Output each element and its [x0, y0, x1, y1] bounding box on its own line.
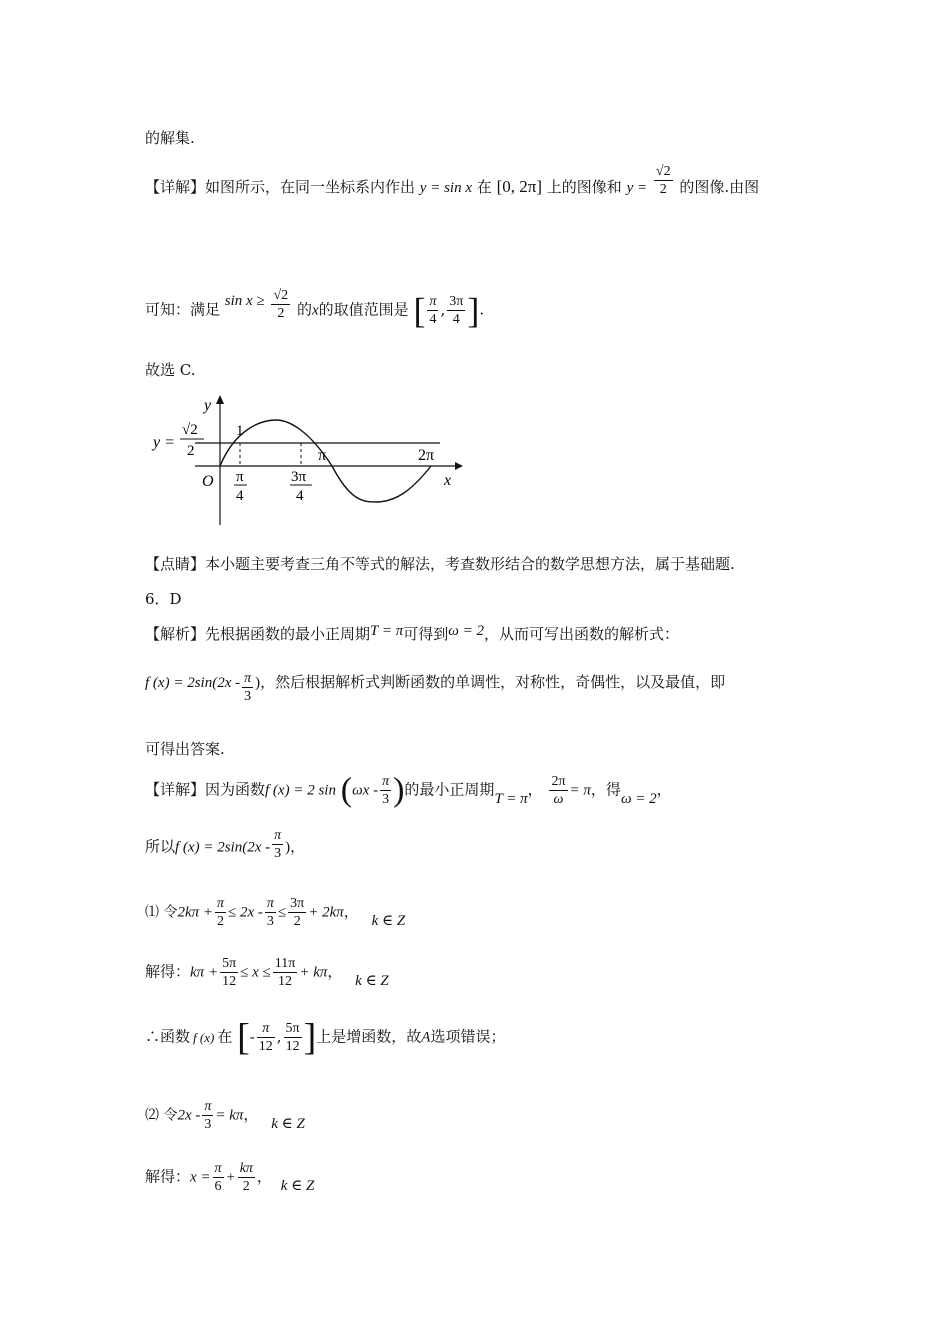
text-line: ∴函数 f (x) 在 [- $\frac{\pi}{12}$ , $\frac{5\pi}{12}$ ]上是增函数，故A选项错误；	[145, 1016, 506, 1059]
two-pi-label: 2π	[418, 447, 435, 464]
fraction	[238, 1160, 255, 1195]
formula: + 2kπ	[308, 904, 344, 921]
text-line	[145, 623, 679, 646]
pi-over-4-den: 4	[236, 488, 244, 504]
text: 上是增函数，故	[316, 1027, 422, 1046]
fraction	[654, 163, 673, 198]
text: 的	[296, 300, 312, 319]
bracket-close: ]	[303, 1016, 317, 1059]
denominator: 3	[244, 689, 252, 704]
formula: x =	[190, 1169, 211, 1186]
formula: y = sin x	[419, 180, 472, 196]
text-line: 可知：满足 sin x ≥ $\frac{√2}{2}$ 的x的取值范围是 [ $\frac{\pi}{4}$ , $\frac{3\pi}{4}$ ].	[145, 288, 485, 331]
fraction	[273, 955, 298, 990]
text: 的解集.	[145, 129, 195, 147]
formula: = π	[569, 782, 591, 799]
text: 6．D	[145, 590, 182, 608]
denominator: ω	[553, 792, 564, 807]
interval: [0, 2π]	[496, 177, 543, 196]
text-line	[145, 1160, 314, 1195]
text: 解得：	[145, 1167, 191, 1186]
text-line	[145, 671, 726, 705]
text-line	[145, 828, 306, 862]
numerator: π	[214, 1161, 222, 1176]
text: ，从而可写出函数的解析式：	[483, 625, 679, 643]
text-line	[145, 1098, 305, 1133]
denominator: 3	[266, 914, 274, 929]
formula: 2x -	[177, 1107, 201, 1124]
text: 故选 C.	[145, 361, 196, 379]
denominator: 2	[277, 306, 285, 321]
fraction	[257, 1020, 275, 1055]
numerator: 3π	[290, 896, 305, 911]
numerator: π	[217, 896, 225, 911]
formula: y =	[626, 180, 648, 196]
formula: + kπ	[299, 964, 328, 981]
formula: ω = 2	[620, 790, 657, 807]
formula: kπ +	[190, 964, 219, 981]
denominator: 4	[452, 312, 460, 327]
formula: 0, 2π	[502, 177, 537, 196]
numerator: √2	[655, 163, 671, 179]
y-axis-label: y	[204, 397, 212, 414]
text-line	[145, 553, 735, 575]
text: ，	[656, 780, 672, 799]
text-line	[145, 955, 389, 990]
denominator: 2	[242, 1179, 250, 1194]
denominator: 4	[429, 312, 437, 327]
denominator: 12	[222, 974, 237, 989]
numerator: 3π	[449, 294, 464, 309]
numerator: π	[244, 671, 252, 686]
text: 所以	[145, 837, 176, 856]
text: ，	[343, 902, 359, 921]
text: ∴函数	[145, 1027, 191, 1046]
formula: x	[311, 302, 319, 319]
formula: f (x) = 2 sin	[265, 782, 336, 799]
text-line	[145, 359, 195, 381]
text-line	[145, 738, 225, 760]
text: 在	[476, 178, 492, 196]
formula: ≤	[277, 904, 287, 921]
denominator: 2	[293, 914, 301, 929]
formula: )	[255, 674, 261, 691]
x-axis-arrow	[455, 462, 463, 470]
text: 【详解】因为函数	[145, 780, 266, 799]
text: 可得到	[403, 625, 449, 643]
text: 选项错误；	[430, 1027, 506, 1046]
text: 的图像.由图	[679, 178, 760, 196]
text: 解得：	[145, 962, 191, 981]
fraction	[265, 895, 276, 930]
formula: ωx -	[352, 782, 379, 799]
fraction	[447, 293, 465, 328]
denominator: 3	[274, 846, 282, 861]
formula: k ∈ Z	[371, 912, 406, 929]
origin-label: O	[202, 473, 214, 490]
sine-graph	[150, 390, 470, 530]
text: ，	[327, 962, 343, 981]
text: 的取值范围是	[318, 300, 409, 319]
text: ，得	[590, 780, 621, 799]
text: 【解析】先根据函数的最小正周期	[145, 625, 371, 643]
fraction	[202, 1098, 213, 1133]
numerator: π	[274, 828, 282, 843]
formula: )	[285, 839, 291, 856]
fraction	[271, 287, 290, 322]
formula: f (x) = 2sin(2x -	[175, 839, 271, 856]
interval: [	[413, 290, 426, 331]
text: 可得出答案.	[145, 740, 225, 758]
formula: ≤ x ≤	[240, 964, 271, 981]
formula: sin x ≥	[224, 292, 265, 309]
text: ，	[527, 780, 543, 799]
text: .	[479, 300, 485, 319]
text: 可知：满足	[145, 300, 221, 319]
fraction	[220, 955, 238, 990]
formula: f (x)	[193, 1029, 215, 1045]
numerator: 2π	[551, 774, 566, 789]
y-axis-arrow	[216, 395, 224, 404]
numerator: π	[257, 1020, 275, 1038]
fraction	[284, 1020, 302, 1055]
text: ，然后根据解析式判断函数的单调性，对称性，奇偶性，以及最值，即	[260, 672, 726, 691]
numerator: π	[266, 896, 274, 911]
denominator: 2	[217, 914, 224, 929]
line-label-num: √2	[182, 422, 198, 438]
fraction	[288, 895, 306, 930]
denominator: 3	[382, 792, 390, 807]
formula: T = π	[494, 790, 528, 807]
denominator: 12	[285, 1039, 300, 1054]
text: 在	[217, 1027, 233, 1046]
paren-open: (	[340, 771, 353, 809]
text-line	[145, 127, 195, 149]
text-line	[145, 895, 405, 930]
formula: k ∈ Z	[280, 1177, 315, 1194]
numerator: π	[429, 294, 437, 309]
text: ⑴ 令	[145, 904, 178, 921]
text: ，	[243, 1105, 259, 1124]
fraction	[272, 827, 283, 862]
three-pi-over-4-den: 4	[296, 488, 304, 504]
denominator: 12	[278, 974, 293, 989]
numerator: π	[204, 1099, 212, 1114]
denominator: 3	[204, 1117, 212, 1132]
text: ，	[256, 1167, 272, 1186]
pi-over-4-num: π	[236, 469, 244, 485]
formula: k ∈ Z	[271, 1115, 305, 1132]
text: 【详解】如图所示，在同一坐标系内作出	[145, 178, 416, 196]
numerator: 5π	[285, 1021, 300, 1036]
formula: +	[225, 1169, 236, 1186]
formula: f (x) = 2sin(2x -	[145, 674, 241, 691]
text: 【点睛】本小题主要考查三角不等式的解法，考查数形结合的数学思想方法，属于基础题.	[145, 555, 735, 573]
text: ⑵ 令	[145, 1107, 178, 1124]
fraction	[213, 1160, 224, 1195]
y-tick-one: 1	[236, 423, 244, 439]
numerator: 11π	[274, 956, 296, 971]
text: ，	[290, 837, 306, 856]
formula: T = π	[370, 623, 404, 639]
formula: ω = 2	[448, 623, 484, 639]
denominator: 6	[214, 1179, 222, 1194]
formula: -	[249, 1029, 255, 1046]
text: 的最小正周期	[404, 780, 495, 799]
numerator: π	[382, 774, 390, 789]
line-label-eq: y =	[153, 434, 175, 451]
three-pi-over-4-num: 3π	[291, 469, 307, 485]
formula: k ∈ Z	[355, 972, 389, 989]
numerator: 5π	[222, 956, 237, 971]
text-line	[145, 773, 672, 808]
fraction	[549, 773, 567, 808]
fraction	[242, 670, 253, 705]
fraction	[427, 293, 438, 328]
bracket-open: [	[237, 1016, 250, 1059]
fraction	[215, 895, 226, 930]
paren-close: )	[393, 771, 405, 809]
denominator: 12	[258, 1039, 273, 1054]
text-line	[145, 163, 760, 199]
text: 上的图像和	[546, 178, 622, 196]
text-line	[145, 588, 182, 610]
formula: ≤ 2x -	[228, 904, 263, 921]
fraction	[380, 773, 391, 808]
formula: A	[421, 1029, 431, 1046]
line-label-den: 2	[187, 443, 195, 459]
x-axis-label: x	[444, 472, 452, 489]
pi-label: π	[318, 447, 327, 464]
numerator: √2	[273, 288, 289, 303]
formula: = kπ	[215, 1107, 244, 1124]
formula: 2kπ +	[177, 904, 213, 921]
denominator: 2	[659, 181, 667, 197]
interval-close: ]	[467, 290, 480, 331]
numerator: kπ	[239, 1161, 253, 1176]
